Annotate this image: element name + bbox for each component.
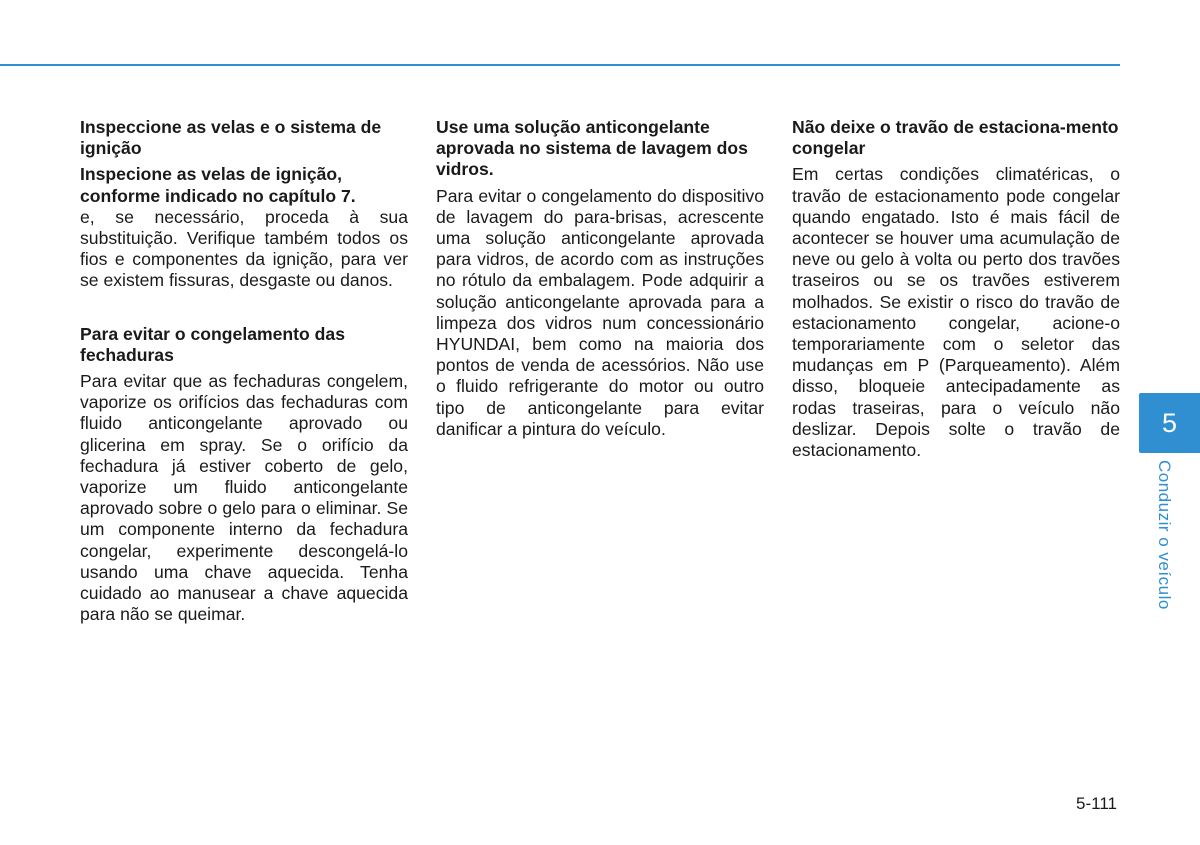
door-locks-body: Para evitar que as fechaduras congelem, vaporize os orifícios das fechaduras com fluido anticongelante aprovado ou glicerina em spray. Se o orifício da fechadura já estiver coberto de gelo, vaporize um fluido anticongelante aprovado sobre o gelo para o eliminar. Se um componente interno da fechadura congelar, experimente descongelá-lo usando uma chave aquecida. Tenha cuidado ao manusear a chave aquecida para não se queimar. <box>80 371 408 625</box>
section-heading-door-locks: Para evitar o congelamento das fechaduras <box>80 323 345 365</box>
page-number: 5-111 <box>1076 794 1117 813</box>
section-heading-spark-plugs: Inspeccione as velas e o sistema de ignição <box>80 117 382 159</box>
parking-brake-body: Em certas condições climatéricas, o travão de estacionamento pode congelar quando engatado. Isto é mais fácil de acontecer se houver uma acumulação de neve ou gelo à volta ou perto dos travões traseiros ou se os travões estiverem molhados. Se existir o risco do travão de estacionamento congelar, acione-o temporariamente com o seletor das mudanças em P (Parqueamento). Além disso, bloqueie antecipadamente as rodas traseiras, para o veículo não deslizar. Depois solte o travão de estacionamento. <box>792 164 1120 461</box>
spark-plugs-lead: Inspecione as velas de ignição, conforme indicado no capítulo 7. <box>80 164 356 206</box>
chapter-number-tab: 5 <box>1139 393 1200 453</box>
chapter-title: Conduzir o veículo <box>1155 460 1174 610</box>
column-1 <box>80 117 408 625</box>
section-spacer <box>80 292 408 324</box>
column-2 <box>436 117 764 440</box>
washer-fluid-body: Para evitar o congelamento do dispositivo de lavagem do para-brisas, acrescente uma solução anticongelante aprovada para vidros, de acordo com as instruções no rótulo da embalagem. Pode adquirir a solução anticongelante aprovada para a limpeza dos vidros num concessionário HYUNDAI, bem como na maioria dos pontos de venda de acessórios. Não use o fluido refrigerante do motor ou outro tipo de anticongelante para evitar danificar a pintura do veículo. <box>436 185 764 439</box>
section-heading-parking-brake: Não deixe o travão de estaciona-mento congelar <box>792 117 1119 159</box>
section-heading-washer-fluid: Use uma solução anticongelante aprovada no sistema de lavagem dos vidros. <box>436 117 748 180</box>
column-3 <box>792 117 1120 461</box>
header-rule <box>0 64 1120 66</box>
spark-plugs-body: e, se necessário, proceda à sua substituição. Verifique também todos os fios e componentes da ignição, para ver se existem fissuras, desgaste ou danos. <box>80 206 408 291</box>
